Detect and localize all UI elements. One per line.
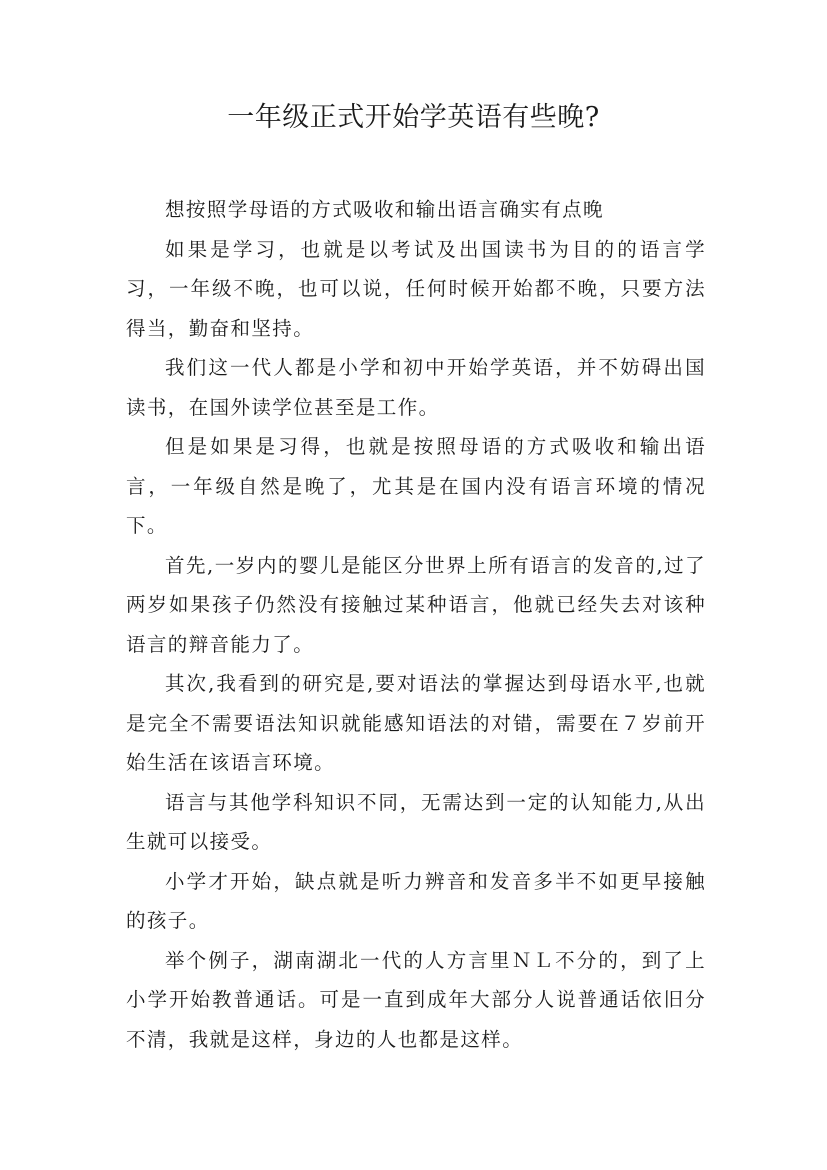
- paragraph-7: 语言与其他学科知识不同，无需达到一定的认知能力,从出生就可以接受。: [126, 790, 706, 853]
- paragraph-5: 首先,一岁内的婴儿是能区分世界上所有语言的发音的,过了两岁如果孩子仍然没有接触过某种语言，他就已经失去对该种语言的辩音能力了。: [126, 553, 706, 656]
- paragraph-6: 其次,我看到的研究是,要对语法的掌握达到母语水平,也就是完全不需要语法知识就能感知语法的对错，需要在７岁前开始生活在该语言环境。: [126, 672, 706, 774]
- paragraph-8: 小学才开始，缺点就是听力辨音和发音多半不如更早接触的孩子。: [126, 869, 706, 932]
- document-body: [126, 190, 706, 1059]
- paragraph-9: 举个例子，湖南湖北一代的人方言里ＮＬ不分的，到了上小学开始教普通话。可是一直到成年大部分人说普通话依旧分不清，我就是这样，身边的人也都是这样。: [126, 948, 706, 1051]
- paragraph-2: 如果是学习，也就是以考试及出国读书为目的的语言学习，一年级不晚，也可以说，任何时候开始都不晚，只要方法得当，勤奋和坚持。: [126, 237, 706, 340]
- paragraph-3: 我们这一代人都是小学和初中开始学英语，并不妨碍出国读书，在国外读学位甚至是工作。: [126, 356, 706, 419]
- paragraph-4: 但是如果是习得，也就是按照母语的方式吸收和输出语言，一年级自然是晚了，尤其是在国内没有语言环境的情况下。: [126, 435, 706, 537]
- document-title: 一年级正式开始学英语有些晚?: [227, 102, 600, 133]
- paragraph-1: 想按照学母语的方式吸收和输出语言确实有点晚: [165, 198, 604, 221]
